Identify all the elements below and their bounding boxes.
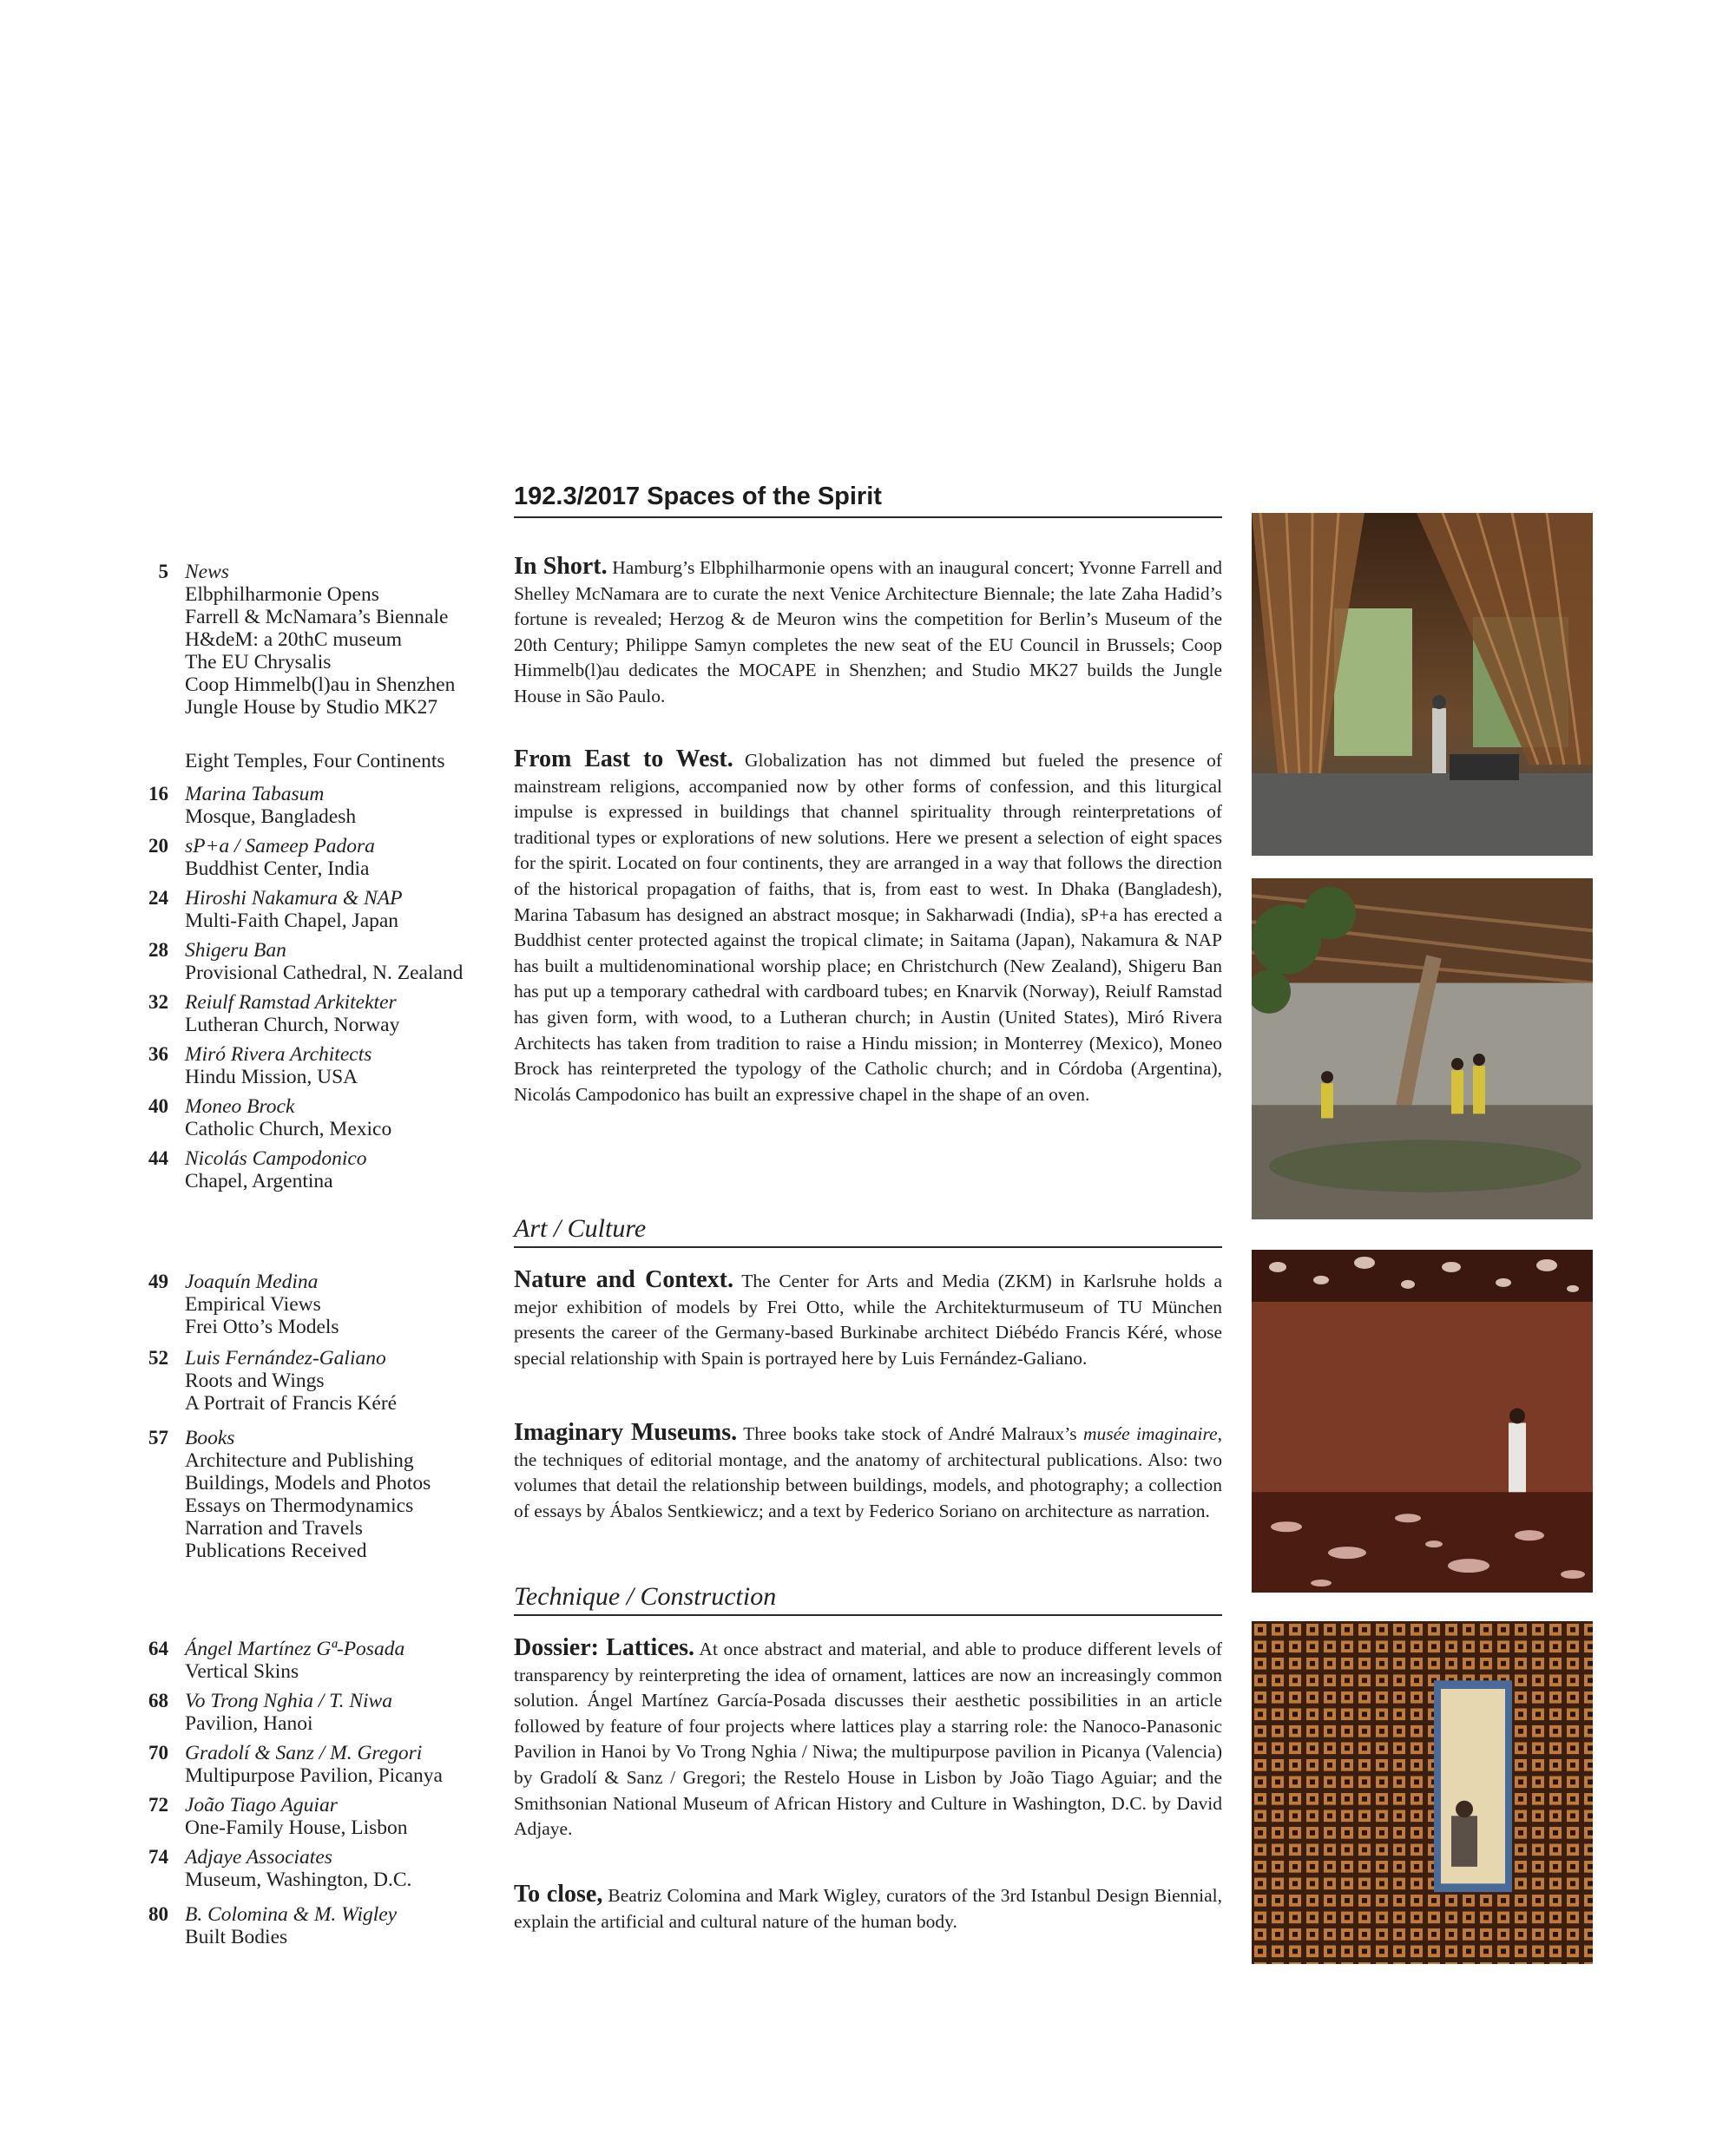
toc-line: Coop Himmelb(l)au in Shenzhen [185,673,456,696]
toc-entry[interactable] [130,1347,503,1415]
toc-entry[interactable] [130,835,503,880]
toc-temples-group [130,750,503,1199]
toc-line: Roots and Wings [185,1370,325,1392]
toc-entry[interactable] [130,1147,503,1192]
article-nature-context [514,1267,1222,1371]
toc-line: Buildings, Models and Photos [185,1472,431,1494]
toc-page-number: 72 [148,1794,168,1816]
toc-line: Buddhist Center, India [185,857,370,880]
toc-author: sP+a / Sameep Padora [185,835,375,857]
toc-line: Farrell & McNamara’s Biennale [185,606,449,628]
toc-line: Elbphilharmonie Opens [185,583,379,606]
section-heading-art-culture: Art / Culture [514,1213,1222,1248]
toc-page-number: 80 [148,1903,168,1925]
toc-author: Reiulf Ramstad Arkitekter [185,991,397,1014]
toc-page-number: 74 [148,1846,168,1868]
article-lead: To close, [514,1881,603,1908]
toc-line: Frei Otto’s Models [185,1316,339,1338]
toc-entry[interactable] [130,991,503,1036]
toc-line: Chapel, Argentina [185,1170,333,1192]
toc-author: Hiroshi Nakamura & NAP [185,887,403,910]
toc-line: Jungle House by Studio MK27 [185,696,438,719]
toc-line: A Portrait of Francis Kéré [185,1392,398,1415]
toc-news-group [130,561,503,726]
toc-line: Catholic Church, Mexico [185,1118,392,1140]
toc-entry[interactable] [130,1690,503,1735]
toc-author: News [185,561,229,583]
toc-line: Provisional Cathedral, N. Zealand [185,962,464,984]
toc-author: Marina Tabasum [185,783,325,805]
article-lead: From East to West. [514,746,733,772]
toc-entry[interactable] [130,783,503,828]
toc-line: Hindu Mission, USA [185,1066,358,1088]
toc-author: João Tiago Aguiar [185,1794,338,1816]
photo-wooden-chapel [1252,513,1593,856]
toc-page-number: 5 [158,561,168,582]
article-in-short [514,554,1222,710]
toc-line: One-Family House, Lisbon [185,1816,408,1839]
article-lead: Nature and Context. [514,1266,734,1293]
article-lead: In Short. [514,553,608,580]
toc-temples-heading-row [130,750,503,772]
toc-page-number: 64 [148,1638,168,1659]
toc-author: Nicolás Campodonico [185,1147,367,1170]
toc-page-number: 24 [148,887,168,909]
toc-author: Shigeru Ban [185,939,286,962]
article-lattices [514,1635,1222,1843]
article-body: Globalization has not dimmed but fueled the presence of mainstream religions, accompanied now by other forms of confession, and this liturgical impulse is expressed in buildings that channel spirituality through reinterpretations of traditional types or explorations of new solutions. Here we present a selection of eight spaces for the spirit. Located on four continents, they are arranged in a way that follows the direction of the historical propagation of faiths, that is, from east to west. In Dhaka (Bangladesh), Marina Tabasum has designed an abstract mosque; in Sakharwadi (India), sP+a has erected a Buddhist center protected against the tropical climate; in Saitama (Japan), Nakamura & NAP has built a multidenominational worship place; en Christchurch (New Zealand), Shigeru Ban has put up a temporary cathedral with cardboard tubes; en Knarvik (Norway), Reiulf Ramstad has given form, with wood, to a Lutheran church; in Austin (United States), Miró Rivera Architects has taken from tradition to raise a Hindu mission; in Monterrey (Mexico), Moneo Brock has reinterpreted the typology of the Catholic church; and in Córdoba (Argentina), Nicolás Campodonico has built an expressive chapel in the shape of an oven. [514,750,1222,1105]
toc-entry[interactable] [130,1271,503,1338]
toc-line: Vertical Skins [185,1660,299,1683]
article-body: , the techniques of editorial montage, and the anatomy of architectural publications. Also: two volumes that detail the relationship between buildings, models, and photography; a collection of essays by Ábalos Sentkiewicz; and a text by Federico Soriano on architecture as narration. [514,1423,1222,1521]
toc-page-number: 44 [148,1147,168,1169]
toc-line: Lutheran Church, Norway [185,1014,400,1036]
toc-page-number: 20 [148,835,168,857]
toc-line: Multi-Faith Chapel, Japan [185,910,399,932]
toc-author: B. Colomina & M. Wigley [185,1903,398,1926]
article-to-close [514,1882,1222,1935]
photo-buddhist-center [1252,878,1593,1219]
photo-brick-interior [1252,1250,1593,1593]
toc-entry[interactable] [130,1742,503,1787]
toc-page-number: 52 [148,1347,168,1369]
toc-line: Multipurpose Pavilion, Picanya [185,1764,443,1787]
toc-line: H&deM: a 20thC museum [185,628,402,651]
toc-entry-news[interactable] [130,561,503,719]
toc-line: Mosque, Bangladesh [185,805,357,828]
toc-entry[interactable] [130,1794,503,1839]
toc-author: Joaquín Medina [185,1271,319,1293]
toc-author: Books [185,1427,235,1449]
toc-entry[interactable] [130,1043,503,1088]
toc-line: Publications Received [185,1540,367,1562]
photo-lattice-facade [1252,1621,1593,1973]
toc-line: Pavilion, Hanoi [185,1712,313,1735]
article-imaginary-museums [514,1420,1222,1524]
toc-page-number: 68 [148,1690,168,1711]
issue-title: 192.3/2017 Spaces of the Spirit [514,482,1222,518]
toc-line: Architecture and Publishing [185,1449,414,1472]
article-lead: Dossier: Lattices. [514,1634,695,1661]
toc-page-number: 70 [148,1742,168,1764]
toc-line: Museum, Washington, D.C. [185,1869,412,1891]
toc-line: Empirical Views [185,1293,321,1316]
toc-line: Narration and Travels [185,1517,363,1540]
toc-author: Moneo Brock [185,1095,295,1118]
toc-section-heading: Eight Temples, Four Continents [185,750,445,772]
article-body: Hamburg’s Elbphilharmonie opens with an inaugural concert; Yvonne Farrell and Shelley McNamara are to curate the next Venice Architecture Biennale; the late Zaha Hadid’s fortune is revealed; Herzog & de Meuron wins the competition for Berlin’s Museum of the 20th Century; Philippe Samyn completes the new seat of the EU Council in Brussels; Coop Himmelb(l)au dedicates the MOCAPE in Shenzhen; and Studio MK27 builds the Jungle House in São Paulo. [514,557,1222,706]
article-body: The Center for Arts and Media (ZKM) in Karlsruhe holds a mejor exhibition of models by Frei Otto, while the Architekturmuseum of TU München presents the career of the Germany-based Burkinabe architect Diébédo Francis Kéré, whose special relationship with Spain is portrayed here by Luis Fernández-Galiano. [514,1271,1222,1369]
section-heading-technique: Technique / Construction [514,1581,1222,1616]
article-body: At once abstract and material, and able to produce different levels of transparency by reinterpreting the idea of ornament, lattices are now an increasingly common solution. Ángel Martínez García-Posada discusses their aesthetic possibilities in an article followed by feature of four projects where lattices play a starring role: the Nanoco-Panasonic Pavilion in Hanoi by Vo Trong Nghia / Niwa; the multipurpose pavilion in Picanya (Valencia) by Gradolí & Sanz / Gregori; the Restelo House in Lisbon by João Tiago Aguiar; and the Smithsonian National Museum of African History and Culture in Washington, D.C. by David Adjaye. [514,1639,1222,1840]
toc-line: Built Bodies [185,1926,288,1948]
toc-author: Luis Fernández-Galiano [185,1347,386,1370]
toc-page-number: 16 [148,783,168,805]
toc-author: Miró Rivera Architects [185,1043,372,1066]
article-lead: Imaginary Museums. [514,1419,738,1446]
toc-author: Ángel Martínez Gª-Posada [185,1638,405,1660]
toc-entry[interactable] [130,939,503,984]
toc-page-number: 32 [148,991,168,1013]
article-body: Three books take stock of André Malraux’s [737,1423,1083,1444]
toc-page-number: 49 [148,1271,168,1292]
toc-line: Essays on Thermodynamics [185,1494,414,1517]
toc-entry[interactable] [130,1903,503,1948]
article-italic-term: musée imaginaire [1082,1423,1218,1444]
toc-technique-group [130,1638,503,1955]
toc-entry[interactable] [130,1638,503,1683]
article-east-west [514,746,1222,1107]
toc-entry[interactable] [130,1095,503,1140]
toc-page-number: 57 [148,1427,168,1448]
toc-page-number: 36 [148,1043,168,1065]
toc-entry[interactable] [130,1846,503,1891]
toc-art-group [130,1271,503,1569]
toc-page-number: 40 [148,1095,168,1117]
toc-author: Adjaye Associates [185,1846,332,1869]
toc-entry[interactable] [130,1427,503,1562]
article-body: Beatriz Colomina and Mark Wigley, curators of the 3rd Istanbul Design Biennial, explain the artificial and cultural nature of the human body. [514,1885,1222,1932]
toc-page-number: 28 [148,939,168,961]
toc-author: Vo Trong Nghia / T. Niwa [185,1690,392,1712]
toc-author: Gradolí & Sanz / M. Gregori [185,1742,423,1764]
toc-entry[interactable] [130,887,503,932]
toc-line: The EU Chrysalis [185,651,332,673]
